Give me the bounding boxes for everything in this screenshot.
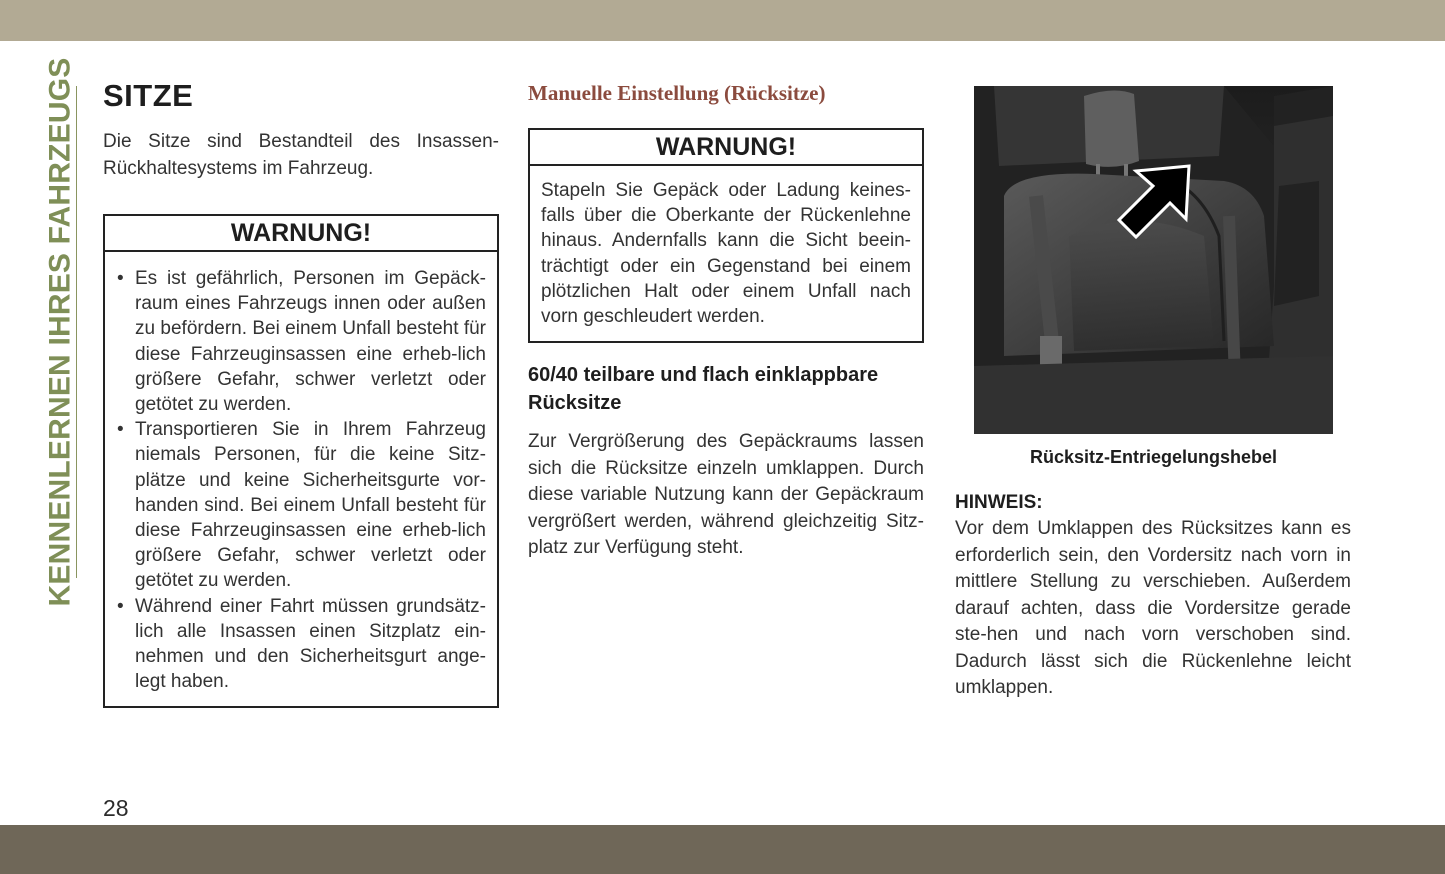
rear-seat-illustration bbox=[974, 86, 1333, 434]
warning-body bbox=[530, 166, 922, 341]
warning-box-cargo bbox=[528, 128, 924, 343]
warning-list bbox=[117, 266, 486, 694]
heading-line-2: Rücksitze bbox=[528, 392, 622, 415]
heading-line-1: 60/40 teilbare und flach einklappbare bbox=[528, 364, 879, 387]
note-label: HINWEIS: bbox=[955, 492, 1043, 513]
folding-seats-paragraph: Zur Vergrößerung des Gepäckraums lassen sich die Rücksitze einzeln umklappen. Durch diese variable Nutzung kann der Gepäckraum vergrößert werden, während gleichzeitig Sitz-platz zur Verfügung steht. bbox=[528, 431, 924, 559]
warning-box-seats bbox=[103, 214, 499, 708]
heading-folding-seats bbox=[528, 361, 924, 417]
top-band bbox=[0, 0, 1445, 41]
warning-text: Stapeln Sie Gepäck oder Ladung keines-falls über die Oberkante der Rückenlehne hinaus. Andernfalls kann die Sicht beein-trächtigt oder ein Gegenstand bei einem plötzlichen Halt oder einem Unfall nach vorn geschleudert werden. bbox=[541, 180, 911, 328]
warning-title: WARNUNG! bbox=[105, 216, 497, 252]
side-tab-rule bbox=[76, 86, 77, 578]
photo-caption: Rücksitz-Entriegelungshebel bbox=[1029, 447, 1278, 467]
side-tab-label: KENNENLERNEN IHRES FAHRZEUGS bbox=[43, 57, 77, 607]
warning-bullet: • Es ist gefährlich, Personen im Gepäck-raum eines Fahrzeugs innen oder außen zu befördern. Bei einem Unfall besteht für diese Fahrzeuginsassen eine erheb-lich größere Gefahr, schwer verletzt oder getötet zu werden. bbox=[117, 266, 486, 417]
bottom-band bbox=[0, 825, 1445, 874]
intro-paragraph: Die Sitze sind Bestandteil des Insassen-Rückhaltesystems im Fahrzeug. bbox=[103, 131, 499, 179]
page-number: 28 bbox=[103, 795, 129, 821]
warning-title: WARNUNG! bbox=[530, 130, 922, 166]
warning-bullet: • Transportieren Sie in Ihrem Fahrzeug niemals Personen, für die keine Sitz-plätze und keine Sicherheitsgurte vor-handen sind. Bei einem Unfall besteht für diese Fahrzeuginsassen eine erheb-lich größere Gefahr, schwer verletzt oder getötet zu werden. bbox=[117, 417, 486, 593]
column-3 bbox=[955, 86, 1351, 702]
column-2 bbox=[528, 78, 924, 562]
warning-body bbox=[105, 252, 497, 706]
note-text: Vor dem Umklappen des Rücksitzes kann es erforderlich sein, den Vordersitz nach vorn in mittlere Stellung zu verschieben. Außerdem darauf achten, dass die Vordersitze gerade ste-hen und nach vorn verschoben sind. Dadurch lässt sich die Rückenlehne leicht umklappen. bbox=[955, 518, 1351, 698]
warning-bullet: • Während einer Fahrt müssen grundsätz-lich alle Insassen einen Sitzplatz ein-nehmen und den Sicherheitsgurt ange-legt haben. bbox=[117, 594, 486, 695]
column-1 bbox=[103, 78, 499, 708]
rear-seat-photo bbox=[974, 86, 1333, 434]
page-title: SITZE bbox=[103, 78, 194, 113]
subheading-manual-adjustment: Manuelle Einstellung (Rücksitze) bbox=[528, 81, 826, 105]
